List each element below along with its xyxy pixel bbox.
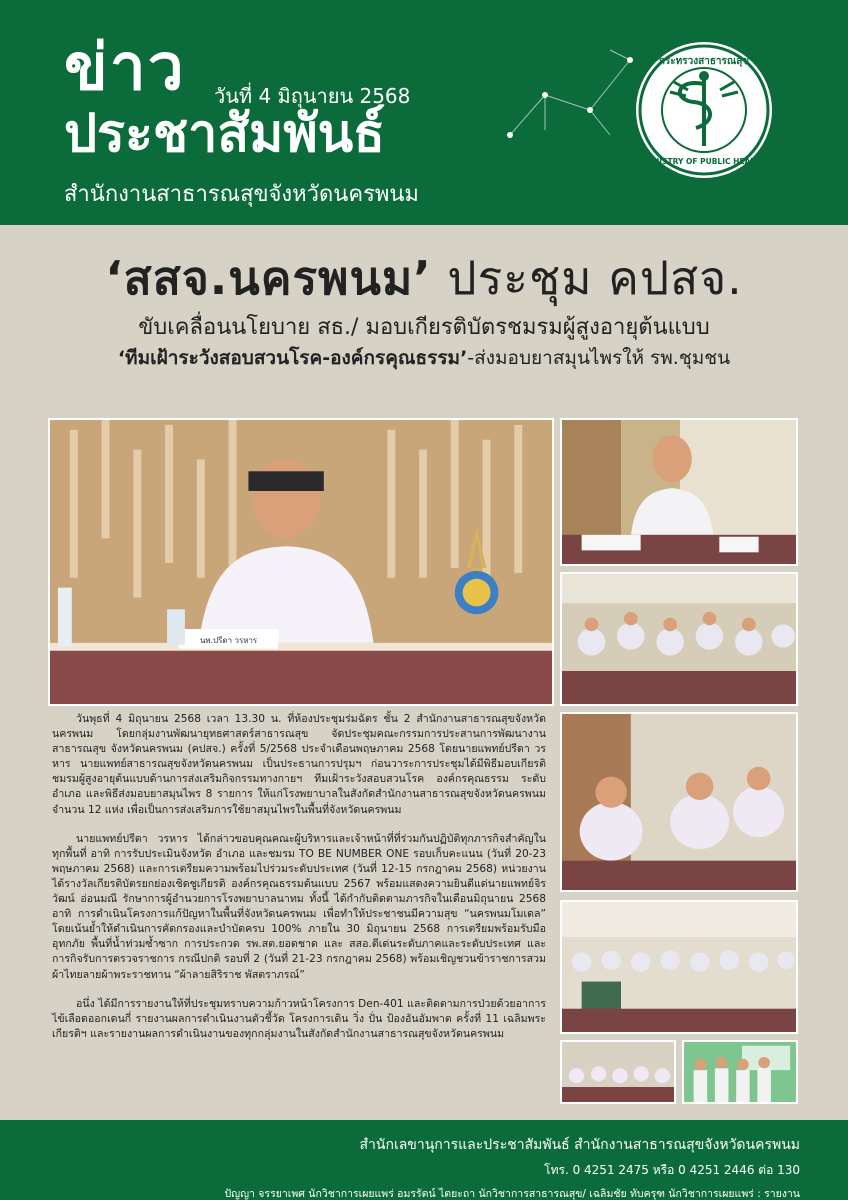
ministry-logo bbox=[636, 42, 772, 178]
footer-department: สำนักเลขานุการและประชาสัมพันธ์ สำนักงานสาธารณสุขจังหวัดนครพนม bbox=[359, 1137, 800, 1153]
article-paragraph-2: นายแพทย์ปรีดา วรหาร ได้กล่าวขอบคุณคณะผู้บริหารและเจ้าหน้าที่ที่ร่วมกันปฏิบัติทุกภารกิจสำคัญในทุกพื้นที่ อาทิ การรับประเมินจังหวัด อำเภอ และชมรม TO BE NUMBER ONE รอบเก็บคะแนน (วันที่ 20-23 พฤษภาคม 2568) และการเตรียมความพร้อมไปร่วมระดับประเทศ (วันที่ 12-15 กรกฎาคม 2568) หน่วยงานได้รางวัลเกียรติบัตรยกย่องเชิดชูเกียรติ องค์กรคุณธรรมต้นแบบ 2567 พร้อมแสดงความยินดีแด่นายแพทย์จิรวัฒน์ อ่อนมณี รักษาการผู้อำนวยการโรงพยาบาลนาทม ทั้งนี้ ได้กำกับติดตามภารกิจในเดือนมิถุนายน 2568 อาทิ การดำเนินโครงการแก้ปัญหาในพื้นที่จังหวัดนครพนม เพื่อทำให้ประชาชนมีความสุข “นครพนมโมเดล” โดยเน้นย้ำให้ดำเนินการคัดกรองและบำบัดครบ 100% ภายใน 30 มิถุนายน 2568 การเตรียมพร้อมรับมืออุทกภัย พื้นที่น้ำท่วมซ้ำซาก การประกวด รพ.สต.ยอดชาด และ สสอ.ดีเด่นระดับภาคและระดับประเทศ และการกิจรับการตรวจราชการ กรณีปกติ รอบที่ 2 (วันที่ 21-23 กรกฎาคม 2568) พร้อมเชิญชวนข้าราชการสวมผ้าไทยลายผ้าพระราชทาน “ผ้าลายสิริราช พัสตราภรณ์” bbox=[52, 832, 546, 981]
headline-sub2: ‘ทีมเฝ้าระวังสอบสวนโรค-องค์กรคุณธรรม’-ส่งมอบยาสมุนไพรให้ รพ.ชุมชน bbox=[117, 347, 731, 369]
headline-sub: ขับเคลื่อนนโยบาย สธ./ มอบเกียรติบัตรชมรมผู้สูงอายุต้นแบบ bbox=[138, 315, 710, 340]
title-pr: ประชาสัมพันธ์ bbox=[64, 104, 385, 164]
side-photo-1 bbox=[560, 418, 798, 566]
article-paragraph-3: อนึ่ง ได้มีการรายงานให้ที่ประชุมทราบความก้าวหน้าโครงการ Den-401 และติดตามการป่วยด้วยอาการไข้เลือดออกเดนกี่ รายงานผลการดำเนินงานตัวชี้วัด โครงการเดิน วิ่ง ปั่น ป้องอันอัมพาต ครั้งที่ 11 เฉลิมพระเกียรติฯ และรายงานผลการดำเนินงานของทุกกลุ่มงานในสังกัดสำนักงานสาธารณสุขจังหวัดนครพนม bbox=[52, 997, 546, 1040]
side-photo-3 bbox=[560, 712, 798, 892]
side-photo-4 bbox=[560, 900, 798, 1034]
office-name: สำนักงานสาธารณสุขจังหวัดนครพนม bbox=[64, 182, 419, 207]
side-photo-5 bbox=[560, 1040, 676, 1104]
side-photo-2 bbox=[560, 572, 798, 706]
issue-date: วันที่ 4 มิถุนายน 2568 bbox=[214, 84, 411, 108]
headline-main: ‘สสจ.นครพนม’ ประชุม คปสจ. bbox=[105, 251, 743, 305]
logo-text-english: MINISTRY OF PUBLIC HEALTH bbox=[642, 157, 766, 166]
main-photo bbox=[48, 418, 554, 706]
logo-text-thai: กระทรวงสาธารณสุข bbox=[658, 56, 750, 67]
article-paragraph-1: วันพุธที่ 4 มิถุนายน 2568 เวลา 13.30 น. ที่ห้องประชุมร่มฉัตร ชั้น 2 สำนักงานสาธารณสุขจังหวัดนครพนม โดยกลุ่มงานพัฒนายุทธศาสตร์สาธารณสุข จัดประชุมคณะกรรมการประสานการพัฒนางานสาธารณสุข จังหวัดนครพนม (คปสจ.) ครั้งที่ 5/2568 ประจำเดือนพฤษภาคม 2568 โดยนายแพทย์ปรีดา วรหาร นายแพทย์สาธารณสุขจังหวัดนครพนม เป็นประธานการปรุมฯ ก่อนวาระการประชุมได้มีพิธีมอบเกียรติชมรมผู้สูงอายุต้นแบบด้านการส่งเสริมกิจกรรมทางกายฯ ทีมเฝ้าระวังสอบสวนโรค องค์กรคุณธรรม ระดับอำเภอ และพิธีส่งมอบยาสมุนไพร 8 รายการ ให้แก่โรงพยาบาลในสังกัดสำนักงานสาธารณสุขจังหวัดนครพนม จำนวน 12 แห่ง เพื่อเป็นการส่งเสริมการใช้ยาสมุนไพรในพื้นที่จังหวัดนครพนม bbox=[52, 713, 546, 816]
nameplate: นพ.ปรีดา วรหาร bbox=[199, 635, 258, 645]
article-body bbox=[52, 712, 546, 1056]
headline-block bbox=[0, 246, 848, 372]
decorative-lines bbox=[470, 40, 640, 160]
footer-phone: โทร. 0 4251 2475 หรือ 0 4251 2446 ต่อ 130 bbox=[544, 1163, 800, 1177]
footer-band bbox=[0, 1120, 848, 1200]
header-band bbox=[0, 0, 848, 225]
side-photo-6 bbox=[682, 1040, 798, 1104]
footer-reporters: ปัญญา จรรยาเพศ นักวิชาการเผยแพร่ อมรรัตน์ ไตยะถา นักวิชาการสาธารณสุข/ เฉลิมชัย ทับครุฑ นักวิชาการเผยแพร่ : รายงาน bbox=[224, 1188, 800, 1200]
title-news: ข่าว bbox=[64, 31, 186, 105]
